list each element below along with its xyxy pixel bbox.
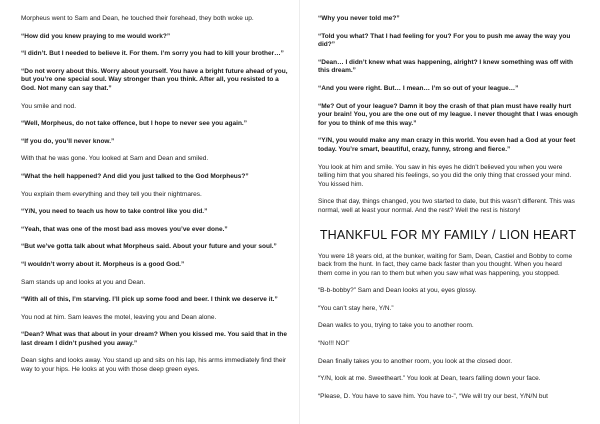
paragraph: “Told you what? That I had feeling for you? For you to push me away the way you did?” xyxy=(318,32,571,49)
paragraph: You nod at him. Sam leaves the motel, leaving you and Dean alone. xyxy=(21,313,217,321)
paragraph: “I wouldn’t worry about it. Morpheus is a good God.” xyxy=(21,260,185,268)
paragraph: “Dean… I didn’t knew what was happening, alright? I knew something was off with this dream.” xyxy=(318,58,573,75)
paragraph: You smile and nod. xyxy=(21,102,77,110)
paragraph: “Y/N, you would make any man crazy in this world. You even had a God at your feet today. You’re smart, beautiful, crazy, funny, strong and fierce.” xyxy=(318,137,576,153)
paragraph: “If you do, you’ll never know.” xyxy=(21,137,115,145)
paragraph: “Y/N, look at me. Sweetheart.” You look at Dean, tears falling down your face. xyxy=(318,375,541,383)
paragraph: “But we’ve gotta talk about what Morpheus said. About your future and your soul.” xyxy=(21,243,277,251)
paragraph: Morpheus went to Sam and Dean, he touched their forehead, they both woke up. xyxy=(21,15,254,22)
paragraph: You were 18 years old, at the bunker, waiting for Sam, Dean, Castiel and Bobby to come back from the hunt. In fact, they came back faster than you thought. When you heard them come in you ran to them but when you saw what was happening, you stopped. xyxy=(318,252,573,277)
chapter-heading: THANKFUL FOR MY FAMILY / LION HEART xyxy=(319,227,577,242)
paragraph: “Why you never told me?” xyxy=(318,15,400,22)
paragraph: “I didn’t. But I needed to believe it. For them. I’m sorry you had to kill your brother…” xyxy=(21,50,284,58)
paragraph: “Please, D. You have to save him. You have to-”, “We will try our best, Y/N/N but xyxy=(318,392,548,400)
paragraph: “What the hell happened? And did you just talked to the God Morpheus?” xyxy=(21,172,249,180)
paragraph: “Well, Morpheus, do not take offence, but I hope to never see you again.” xyxy=(21,120,247,128)
paragraph: You look at him and smile. You saw in his eyes he didn’t believed you when you were telling him that you shared his feelings, so you did the only thing that crossed your mind. You kissed him. xyxy=(318,163,572,188)
paragraph: With that he was gone. You looked at Sam and Dean and smiled. xyxy=(21,155,209,163)
right-page-bottom-body xyxy=(318,253,578,402)
paragraph: “With all of this, I’m starving. I’ll pick up some food and beer. I think we deserve it.” xyxy=(21,296,278,304)
paragraph: “Yeah, that was one of the most bad ass moves you’ve ever done.” xyxy=(21,225,228,233)
paragraph: Sam stands up and looks at you and Dean. xyxy=(21,278,146,286)
paragraph: You explain them everything and they tell you their nightmares. xyxy=(21,190,202,198)
paragraph: “Dean? What was that about in your dream? When you kissed me. You said that in the last dream I didn’t pushed you away.” xyxy=(21,331,287,347)
paragraph: “How did you knew praying to me would work?” xyxy=(21,32,171,40)
left-page-body xyxy=(21,15,290,375)
paragraph: Dean walks to you, trying to take you to another room. xyxy=(318,322,474,330)
paragraph: “Y/N, you need to teach us how to take control like you did.” xyxy=(21,208,208,216)
right-page-top-body xyxy=(318,15,578,216)
paragraph: “No!!! NO!” xyxy=(318,340,350,348)
paragraph: “And you were right. But… I mean… I’m so out of your league…” xyxy=(318,84,519,92)
paragraph: “Do not worry about this. Worry about yourself. You have a bright future ahead of you, but you’re one special soul. Way stronger than you think. After all, you resisted to a God. Not many can say that.” xyxy=(21,67,288,92)
paragraph: “You can’t stay here, Y/N.” xyxy=(318,304,394,312)
paragraph: Dean finally takes you to another room, you look at the closed door. xyxy=(318,357,513,365)
paragraph: Since that day, things changed, you two started to date, but this wasn’t different. This was normal, well at least your normal. And the rest? Well the rest is history! xyxy=(318,198,575,214)
right-page xyxy=(300,0,600,424)
paragraph: “Me? Out of your league? Damn it boy the crash of that plan must have really hurt your brain! You, you are the one out of my league. I never thought that I was enough for you to think of me this way.” xyxy=(318,102,578,127)
paragraph: Dean sighs and looks away. You stand up and sits on his lap, his arms immediately find their way to your hips. He looks at you with those deep green eyes. xyxy=(21,357,287,374)
paragraph: “B-b-bobby?” Sam and Dean looks at you, eyes glossy. xyxy=(318,287,477,295)
